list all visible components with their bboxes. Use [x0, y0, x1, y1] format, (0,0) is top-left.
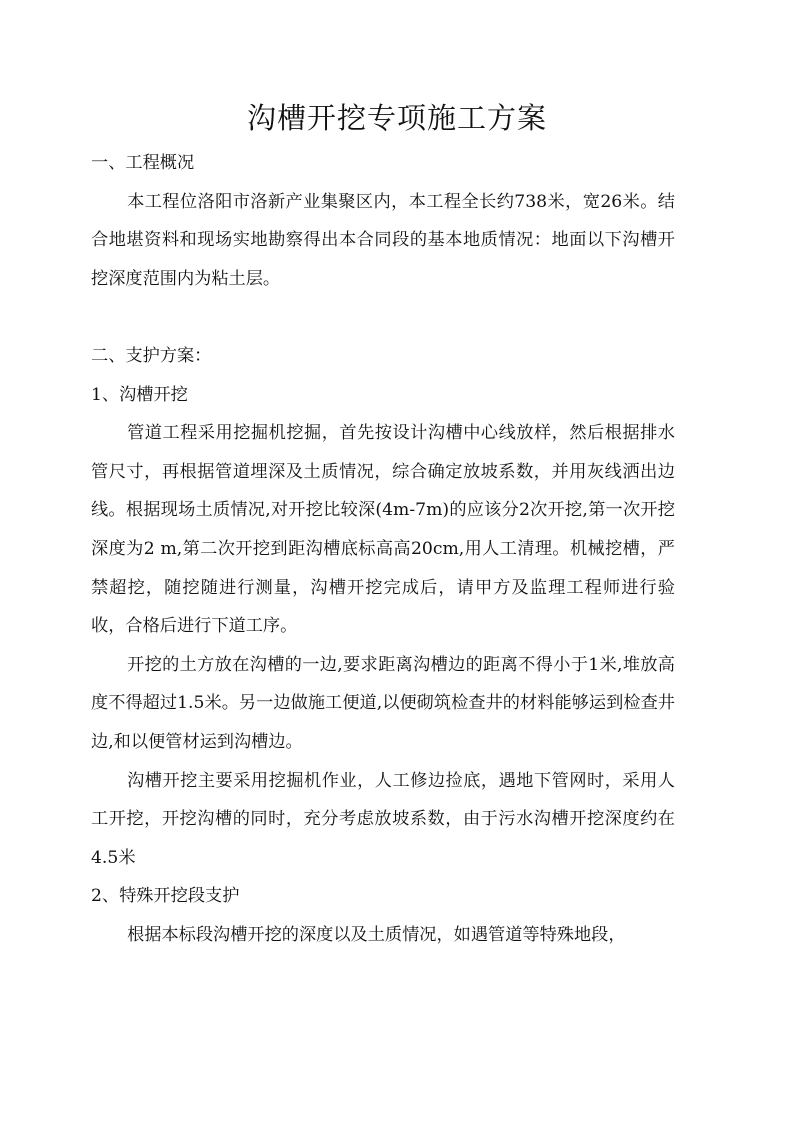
paragraph-overview: 本工程位洛阳市洛新产业集聚区内，本工程全长约738米，宽26米。结合地堪资料和现场实地勘察得出本合同段的基本地质情况：地面以下沟槽开挖深度范围内为粘土层。	[91, 191, 675, 289]
paragraph-special-support: 根据本标段沟槽开挖的深度以及土质情况，如遇管道等特殊地段，	[127, 924, 626, 945]
blank-line	[91, 298, 675, 337]
document-title: 沟槽开挖专项施工方案	[246, 101, 547, 135]
section-heading-support-plan: 二、支护方案：	[91, 345, 212, 366]
paragraph-excavation-method: 管道工程采用挖掘机挖掘，首先按设计沟槽中心线放样，然后根据排水管尺寸，再根据管道埋深及土质情况，综合确定放坡系数，并用灰线洒出边线。根据现场土质情况,对开挖比较深(4m-7m)的应该分2次开挖,第一次开挖深度为2 m,第二次开挖到距沟槽底标高高20cm,用人工清理。机械挖槽，严禁超挖，随挖随进行测量，沟槽开挖完成后，请甲方及监理工程师进行验收，合格后进行下道工序。	[91, 423, 675, 637]
subsection-heading-special-support: 2、特殊开挖段支护	[91, 886, 240, 907]
section-heading-overview: 一、工程概况	[91, 153, 195, 173]
paragraph-excavator-work: 沟槽开挖主要采用挖掘机作业，人工修边捡底，遇地下管网时，采用人工开挖，开挖沟槽的同时，充分考虑放坡系数，由于污水沟槽开挖深度约在4.5米	[91, 770, 675, 868]
paragraph-soil-placement: 开挖的土方放在沟槽的一边,要求距离沟槽边的距离不得小于1米,堆放高度不得超过1.5米。另一边做施工便道,以便砌筑检查井的材料能够运到检查井边,和以便管材运到沟槽边。	[91, 654, 675, 752]
subsection-heading-trench-excavation: 1、沟槽开挖	[91, 384, 188, 405]
document-body	[91, 144, 675, 954]
